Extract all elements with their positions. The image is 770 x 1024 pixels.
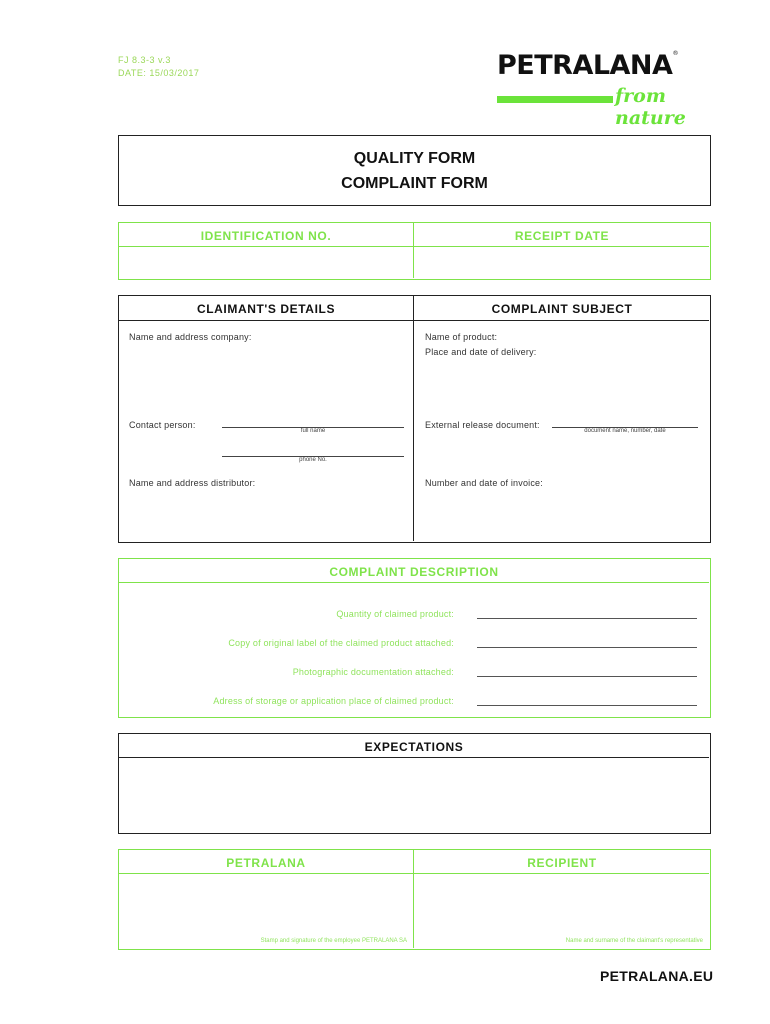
photo-documentation-label: Photographic documentation attached: <box>292 667 454 677</box>
expectations-section <box>118 733 711 834</box>
product-name-label: Name of product: <box>425 332 498 342</box>
distributor-address-label: Name and address distributor: <box>129 478 256 488</box>
storage-address-label: Adress of storage or application place of claimed product: <box>213 696 454 706</box>
label-copy-field[interactable] <box>477 647 697 648</box>
label-copy-label: Copy of original label of the claimed product attached: <box>228 638 454 648</box>
expectations-field[interactable] <box>121 760 707 830</box>
company-address-label: Name and address company: <box>129 332 252 342</box>
recipient-signature-caption: Name and surname of the claimant's representative <box>565 938 703 944</box>
receipt-date-field[interactable] <box>417 249 707 277</box>
receipt-date-header: RECEIPT DATE <box>514 229 610 243</box>
recipient-signature-header: RECIPIENT <box>527 856 597 870</box>
signatures-section <box>118 849 711 950</box>
photo-documentation-field[interactable] <box>477 676 697 677</box>
form-subtitle: COMPLAINT FORM <box>341 175 488 192</box>
logo-bar <box>497 96 613 103</box>
footer-website: PETRALANA.EU <box>600 968 714 984</box>
delivery-label: Place and date of delivery: <box>425 347 537 357</box>
complaint-subject-header: COMPLAINT SUBJECT <box>491 302 633 316</box>
logo-tagline: from nature <box>615 85 686 129</box>
invoice-label: Number and date of invoice: <box>425 478 543 488</box>
recipient-signature-field[interactable] <box>417 876 707 932</box>
full-name-caption: full name <box>300 428 326 434</box>
company-logo <box>497 50 717 129</box>
identification-section <box>118 222 711 280</box>
quantity-label: Quantity of claimed product: <box>336 609 454 619</box>
petralana-signature-header: PETRALANA <box>226 856 306 870</box>
phone-caption: phone No. <box>299 457 327 463</box>
contact-person-label: Contact person: <box>129 420 196 430</box>
logo-name: PETRALANA <box>497 50 673 81</box>
document-code: FJ 8.3-3 v.3 <box>118 55 171 65</box>
identification-header: IDENTIFICATION NO. <box>200 229 332 243</box>
complaint-description-section <box>118 558 711 718</box>
complaint-description-header: COMPLAINT DESCRIPTION <box>329 565 499 579</box>
petralana-signature-field[interactable] <box>121 876 411 932</box>
logo-trademark: ® <box>672 50 678 57</box>
release-document-caption: document name, number, date <box>584 428 666 434</box>
title-box <box>118 135 711 206</box>
details-section <box>118 295 711 543</box>
expectations-header: EXPECTATIONS <box>364 740 464 754</box>
document-date: DATE: 15/03/2017 <box>118 68 200 78</box>
storage-address-field[interactable] <box>477 705 697 706</box>
form-title: QUALITY FORM <box>353 150 476 167</box>
release-document-label: External release document: <box>425 420 540 430</box>
petralana-signature-caption: Stamp and signature of the employee PETRALANA SA <box>260 938 407 944</box>
claimant-header: CLAIMANT'S DETAILS <box>196 302 336 316</box>
quantity-field[interactable] <box>477 618 697 619</box>
identification-field[interactable] <box>121 249 411 277</box>
